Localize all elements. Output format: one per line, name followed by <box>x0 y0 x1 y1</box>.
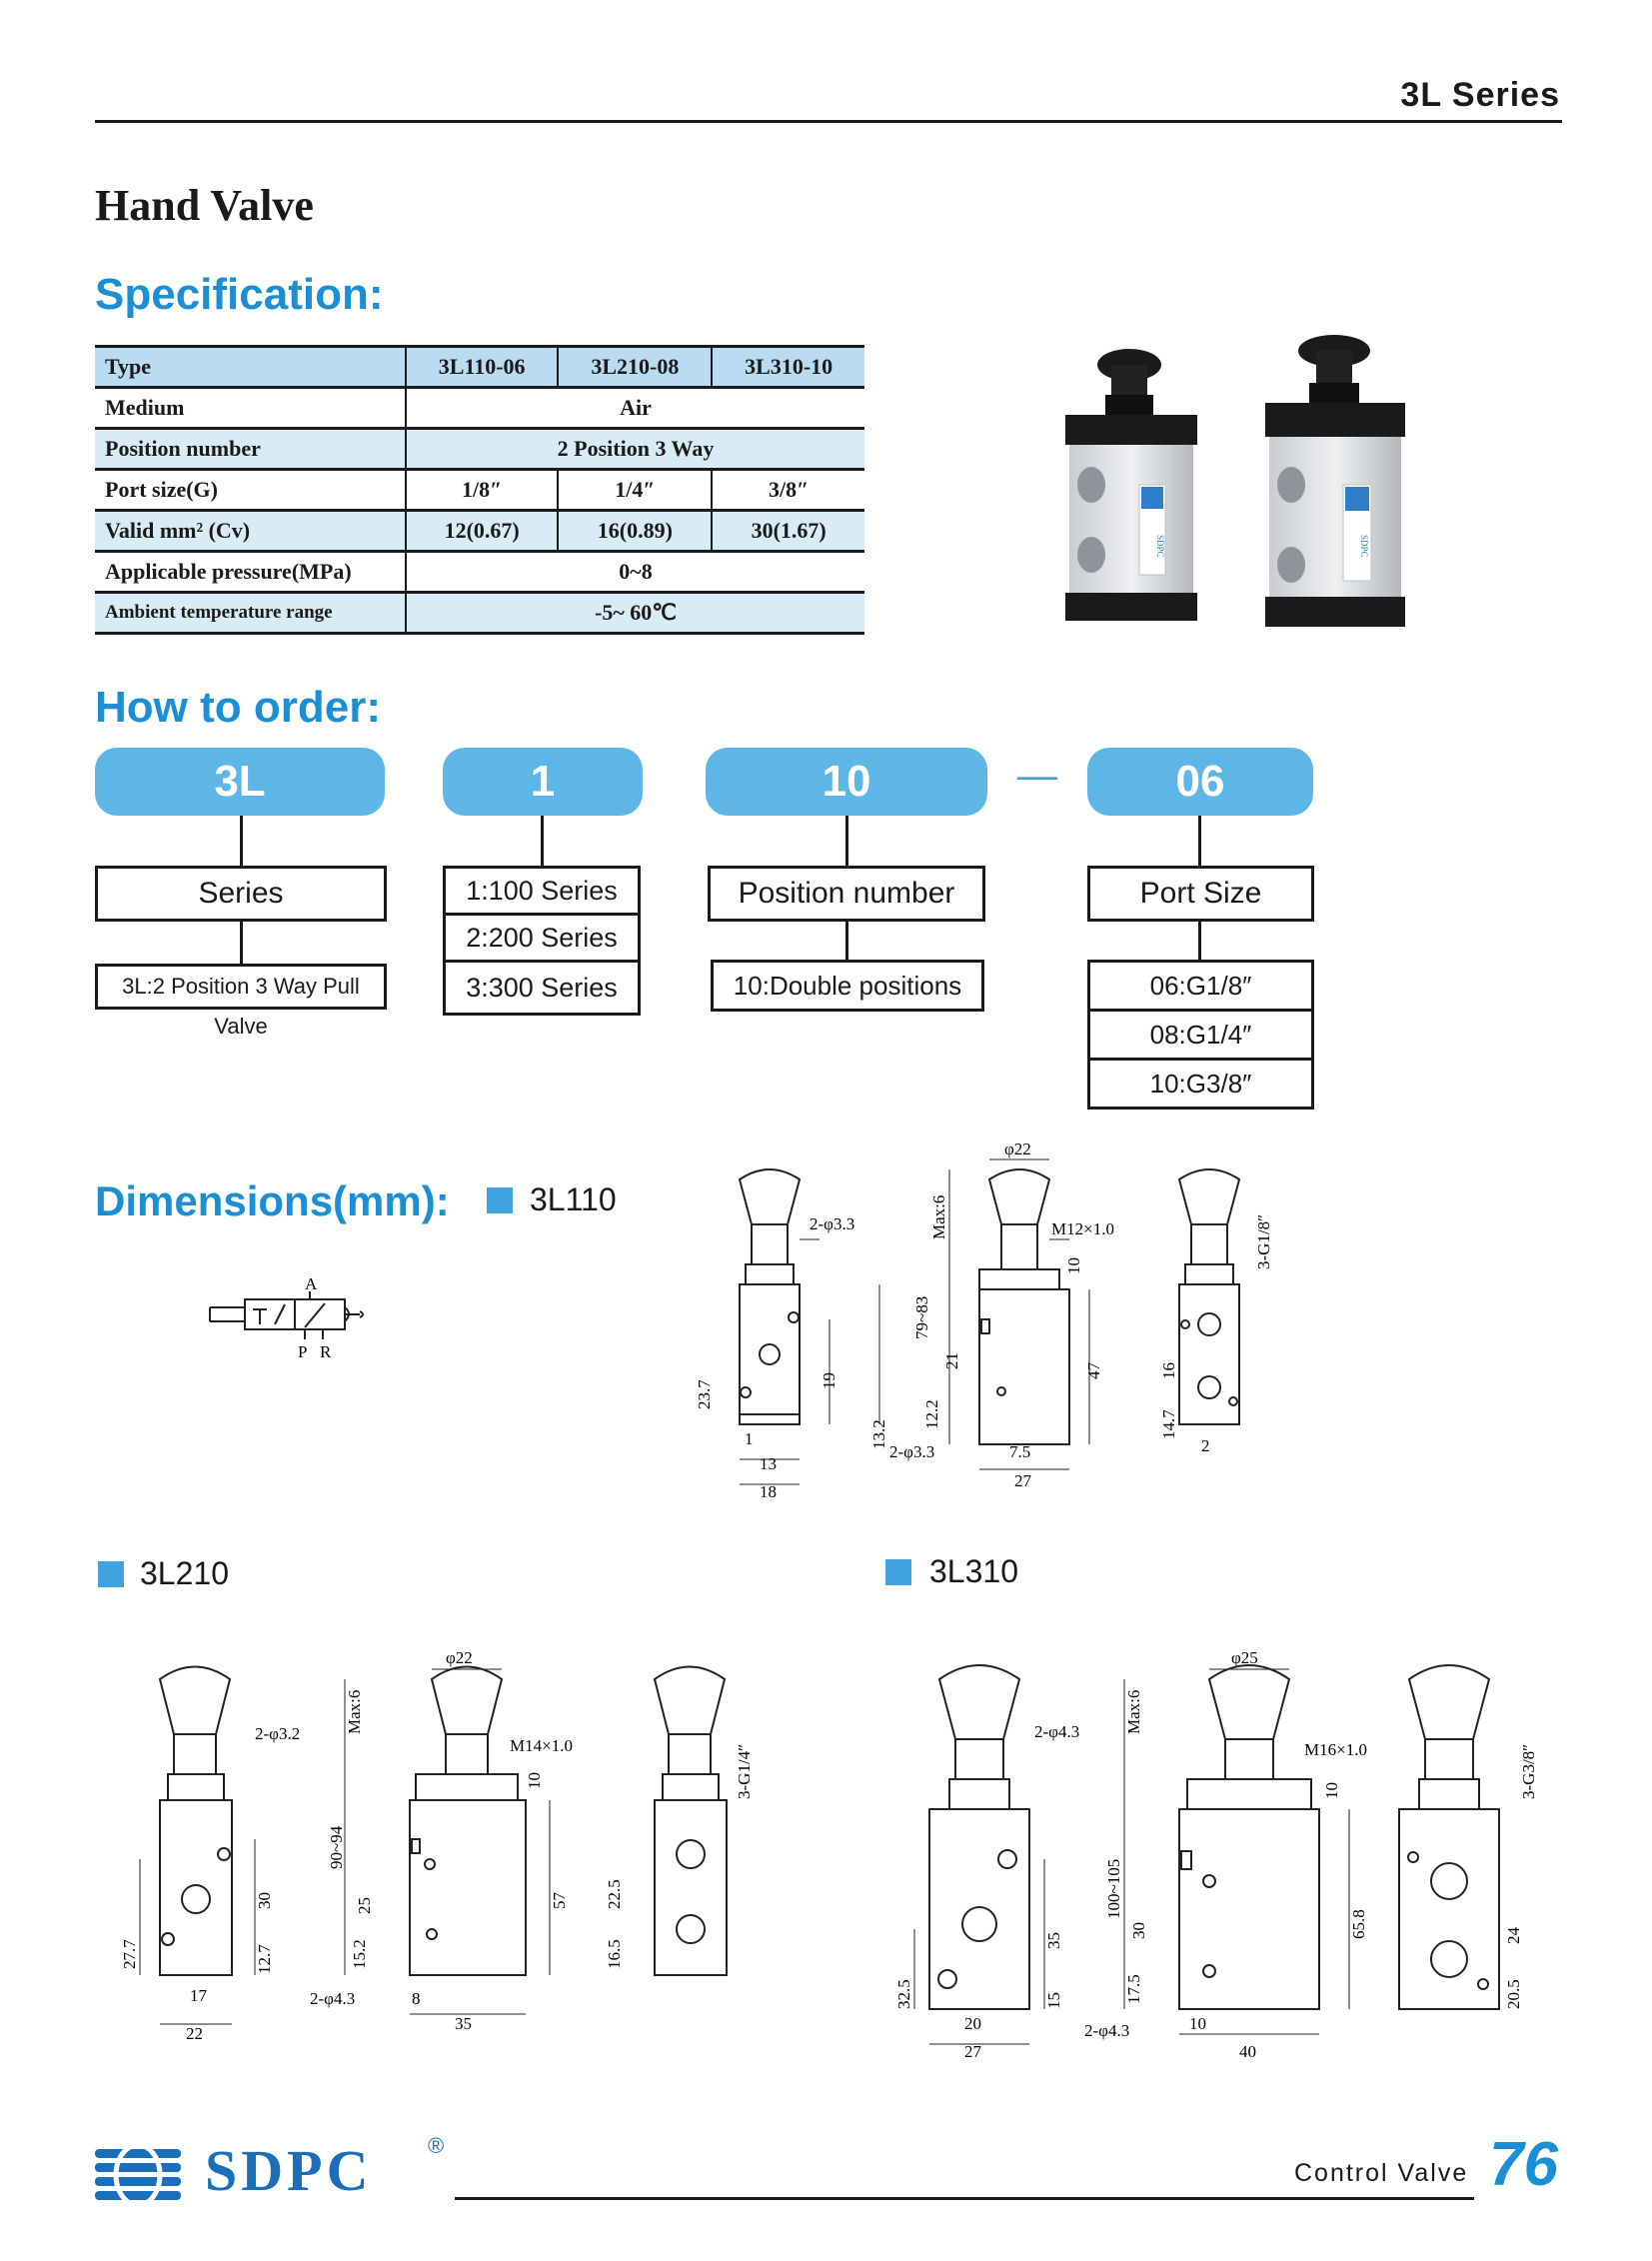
series-label-box: Series <box>95 866 387 922</box>
dim-label: φ22 <box>1004 1139 1031 1158</box>
table-cell: 16(0.89) <box>558 511 712 552</box>
dim-label: 3-G1/8″ <box>1254 1213 1273 1269</box>
dim-label: 10 <box>1322 1782 1341 1799</box>
size-option: 2:200 Series <box>443 913 641 963</box>
dim-label: 15 <box>1044 1992 1063 2009</box>
dim-label: 15.2 <box>350 1939 369 1969</box>
dim-label: φ25 <box>1231 1648 1258 1667</box>
dim-label: 3-G1/4″ <box>735 1743 754 1799</box>
table-cell: 2 Position 3 Way <box>406 429 864 470</box>
connector <box>845 922 848 962</box>
dim-label: 18 <box>760 1482 777 1501</box>
port-option: 08:G1/4″ <box>1087 1009 1314 1061</box>
table-label: Medium <box>95 388 406 429</box>
table-label: Type <box>95 347 406 388</box>
valve-photo-1 <box>1065 349 1197 621</box>
table-row <box>95 511 864 552</box>
table-label: Position number <box>95 429 406 470</box>
dim-label: 100~105 <box>1104 1858 1123 1919</box>
page-title: Hand Valve <box>95 181 314 230</box>
dim-label: 24 <box>1504 1927 1523 1944</box>
header-rule <box>95 120 1562 123</box>
symbol-port-p: P <box>298 1342 308 1361</box>
dim-label: M14×1.0 <box>510 1736 573 1755</box>
model-label-3l310: 3L310 <box>929 1553 1018 1589</box>
dim-label: 13.2 <box>869 1419 888 1449</box>
dim-label: 27.7 <box>120 1939 139 1969</box>
connector <box>240 922 243 966</box>
dim-label: 79~83 <box>912 1295 931 1339</box>
footer-rule <box>455 2197 1474 2200</box>
dim-label: 40 <box>1239 2042 1256 2061</box>
table-cell: 12(0.67) <box>406 511 558 552</box>
dim-label: 19 <box>820 1372 838 1389</box>
model-marker <box>885 1559 911 1585</box>
how-to-order-heading: How to order: <box>95 683 381 732</box>
sdpc-logo-icon <box>95 2141 185 2211</box>
footer-category: Control Valve <box>1294 2159 1469 2187</box>
connector <box>240 816 243 868</box>
table-label: Valid mm² (Cv) <box>95 511 406 552</box>
connector <box>1198 922 1201 962</box>
drawing-3l110 <box>690 1139 1339 1509</box>
code-pill-size: 1 <box>443 748 643 816</box>
dim-label: 2-φ4.3 <box>1084 2021 1130 2040</box>
dim-label: φ22 <box>446 1648 473 1667</box>
model-marker <box>487 1187 513 1213</box>
table-cell: 3/8″ <box>712 470 864 511</box>
dim-label: 1 <box>745 1429 754 1448</box>
dim-label: 22 <box>186 2024 203 2043</box>
dim-label: 27 <box>964 2042 981 2061</box>
port-option: 10:G3/8″ <box>1087 1058 1314 1110</box>
connector <box>541 816 544 868</box>
symbol-port-r: R <box>320 1342 332 1361</box>
table-cell: 3L210-08 <box>558 347 712 388</box>
dim-label: 25 <box>355 1897 374 1914</box>
model-label-3l210: 3L210 <box>140 1555 229 1591</box>
valve-symbol <box>205 1269 385 1369</box>
dim-label: 10 <box>525 1772 544 1789</box>
registered-mark: ® <box>428 2133 445 2158</box>
table-cell: 1/8″ <box>406 470 558 511</box>
dim-label: 47 <box>1084 1362 1103 1379</box>
dim-label: Max:6 <box>345 1689 364 1734</box>
product-photos <box>1039 335 1439 645</box>
table-cell: 0~8 <box>406 552 864 593</box>
dim-label: 30 <box>1129 1922 1148 1939</box>
port-option: 06:G1/8″ <box>1087 960 1314 1012</box>
table-cell: -5~ 60℃ <box>406 593 864 634</box>
symbol-port-a: A <box>305 1274 318 1293</box>
port-label-box: Port Size <box>1087 866 1314 922</box>
position-label-box: Position number <box>708 866 985 922</box>
dim-label: 12.7 <box>255 1944 274 1974</box>
dim-label: 57 <box>550 1892 569 1909</box>
product-label: SDPC <box>1155 535 1165 558</box>
table-row <box>95 429 864 470</box>
table-cell: Air <box>406 388 864 429</box>
table-row <box>95 470 864 511</box>
dim-label: 14.7 <box>1159 1409 1178 1439</box>
dim-label: 16 <box>1159 1362 1178 1379</box>
table-cell: 30(1.67) <box>712 511 864 552</box>
table-row <box>95 552 864 593</box>
drawing-3l310 <box>869 1639 1549 2069</box>
code-pill-series: 3L <box>95 748 385 816</box>
dim-label: 13 <box>760 1454 777 1473</box>
size-option: 3:300 Series <box>443 960 641 1016</box>
dim-label: M12×1.0 <box>1051 1219 1114 1238</box>
dim-label: 12.2 <box>922 1399 941 1429</box>
dim-label: Max:6 <box>1124 1689 1143 1734</box>
dim-label: 16.5 <box>605 1939 624 1969</box>
dim-label: 90~94 <box>327 1825 346 1869</box>
table-row <box>95 347 864 388</box>
dim-label: 17 <box>190 1986 207 2005</box>
dim-label: 32.5 <box>894 1979 913 2009</box>
dim-label: 21 <box>942 1352 961 1369</box>
table-cell: 3L310-10 <box>712 347 864 388</box>
model-marker <box>98 1561 124 1587</box>
dim-label: 2-φ3.3 <box>889 1442 935 1461</box>
table-row <box>95 388 864 429</box>
dim-label: Max:6 <box>929 1194 948 1239</box>
connector <box>1198 816 1201 868</box>
dimensions-heading: Dimensions(mm): <box>95 1177 450 1224</box>
code-pill-position: 10 <box>706 748 987 816</box>
drawing-3l210 <box>110 1639 770 2059</box>
dim-label: 35 <box>1044 1932 1063 1949</box>
dim-label: 2-φ4.3 <box>1034 1722 1080 1741</box>
valve-photo-2 <box>1265 335 1405 627</box>
page-number: 76 <box>1489 2130 1558 2199</box>
spec-table <box>95 345 864 635</box>
dim-label: 23.7 <box>695 1379 714 1409</box>
dim-label: 2-φ3.2 <box>255 1724 301 1743</box>
dim-label: M16×1.0 <box>1304 1740 1367 1759</box>
code-pill-port: 06 <box>1087 748 1313 816</box>
dim-label: 20.5 <box>1504 1979 1523 2009</box>
table-cell: 3L110-06 <box>406 347 558 388</box>
dim-label: 30 <box>255 1892 274 1909</box>
dim-label: 2-φ4.3 <box>310 1989 356 2008</box>
series-desc-box: 3L:2 Position 3 Way Pull Valve <box>95 964 387 1010</box>
product-label: SDPC <box>1359 535 1369 558</box>
brand-name: SDPC <box>205 2138 373 2203</box>
dim-label: 2-φ3.3 <box>810 1214 855 1233</box>
dim-label: 2 <box>1201 1436 1210 1455</box>
dim-label: 10 <box>1189 2014 1206 2033</box>
dim-label: 65.8 <box>1349 1909 1368 1939</box>
series-title: 3L Series <box>1400 76 1560 114</box>
connector <box>845 816 848 868</box>
dim-label: 10 <box>1064 1257 1083 1274</box>
table-label: Port size(G) <box>95 470 406 511</box>
dim-label: 27 <box>1014 1471 1031 1490</box>
model-label-3l110: 3L110 <box>530 1181 617 1217</box>
table-label: Ambient temperature range <box>95 593 406 634</box>
dim-label: 3-G3/8″ <box>1519 1743 1538 1799</box>
dim-label: 35 <box>455 2014 472 2033</box>
dim-label: 22.5 <box>605 1879 624 1909</box>
dim-label: 8 <box>412 1989 421 2008</box>
table-row <box>95 593 864 634</box>
position-desc-box: 10:Double positions <box>711 960 984 1012</box>
dim-label: 7.5 <box>1009 1442 1031 1461</box>
table-cell: 1/4″ <box>558 470 712 511</box>
code-dash: — <box>1017 754 1057 798</box>
table-label: Applicable pressure(MPa) <box>95 552 406 593</box>
dim-label: 20 <box>964 2014 981 2033</box>
specification-heading: Specification: <box>95 270 384 319</box>
size-option: 1:100 Series <box>443 866 641 916</box>
dim-label: 17.5 <box>1124 1974 1143 2004</box>
